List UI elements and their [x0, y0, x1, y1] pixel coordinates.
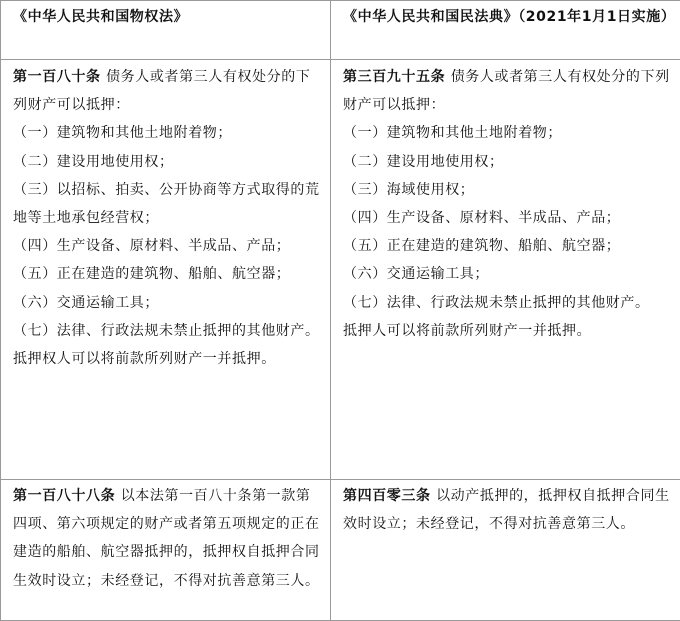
header-civil-code: 《中华人民共和国民法典》（2021年1月1日实施）	[331, 1, 680, 60]
table-row	[1, 480, 680, 621]
cell-property-law-art180	[1, 60, 331, 480]
clause-text: 以本法第一百八十条第一款第四项、第六项规定的财产或者第五项规定的正在建造的船舶、航空器抵押的，抵押权自抵押合同生效时设立；未经登记，不得对抗善意第三人。	[13, 488, 320, 589]
clause-item: （七）法律、行政法规未禁止抵押的其他财产。	[343, 294, 650, 311]
cell-property-law-art188	[1, 480, 331, 621]
article-number: 第四百零三条	[343, 488, 437, 504]
clause-item: （五）正在建造的建筑物、船舶、航空器；	[13, 266, 291, 283]
article-number: 第三百九十五条	[343, 69, 451, 85]
table-row	[1, 60, 680, 480]
cell-civil-code-art403	[331, 480, 680, 621]
article-number: 第一百八十条	[13, 69, 107, 85]
clause-item: （二）建设用地使用权；	[13, 153, 174, 170]
cell-civil-code-art395	[331, 60, 680, 480]
header-row	[1, 1, 680, 60]
clause-item: （一）建筑物和其他土地附着物；	[13, 125, 232, 142]
clause-text: 以动产抵押的，抵押权自抵押合同生效时设立；未经登记，不得对抗善意第三人。	[343, 488, 670, 533]
clause-item: （一）建筑物和其他土地附着物；	[343, 125, 562, 142]
article-number: 第一百八十八条	[13, 488, 121, 504]
clause-item: （六）交通运输工具；	[13, 294, 159, 311]
clause-paragraph: 抵押权人可以将前款所列财产一并抵押。	[13, 351, 276, 368]
clause-text: 债务人或者第三人有权处分的下列财产可以抵押：	[13, 69, 311, 114]
clause-paragraph: 抵押人可以将前款所列财产一并抵押。	[343, 322, 592, 339]
header-property-law: 《中华人民共和国物权法》	[1, 1, 331, 60]
clause-item: （六）交通运输工具；	[343, 266, 489, 283]
clause-item: （四）生产设备、原材料、半成品、产品；	[13, 238, 291, 255]
clause-text: 债务人或者第三人有权处分的下列财产可以抵押：	[343, 69, 670, 114]
clause-item: （五）正在建造的建筑物、船舶、航空器；	[343, 238, 621, 255]
clause-item: （七）法律、行政法规未禁止抵押的其他财产。	[13, 322, 320, 339]
clause-item: （四）生产设备、原材料、半成品、产品；	[343, 210, 621, 227]
clause-item: （二）建设用地使用权；	[343, 153, 504, 170]
clause-item: （三）海域使用权；	[343, 181, 475, 198]
clause-item: （三）以招标、拍卖、公开协商等方式取得的荒地等土地承包经营权；	[13, 181, 320, 227]
